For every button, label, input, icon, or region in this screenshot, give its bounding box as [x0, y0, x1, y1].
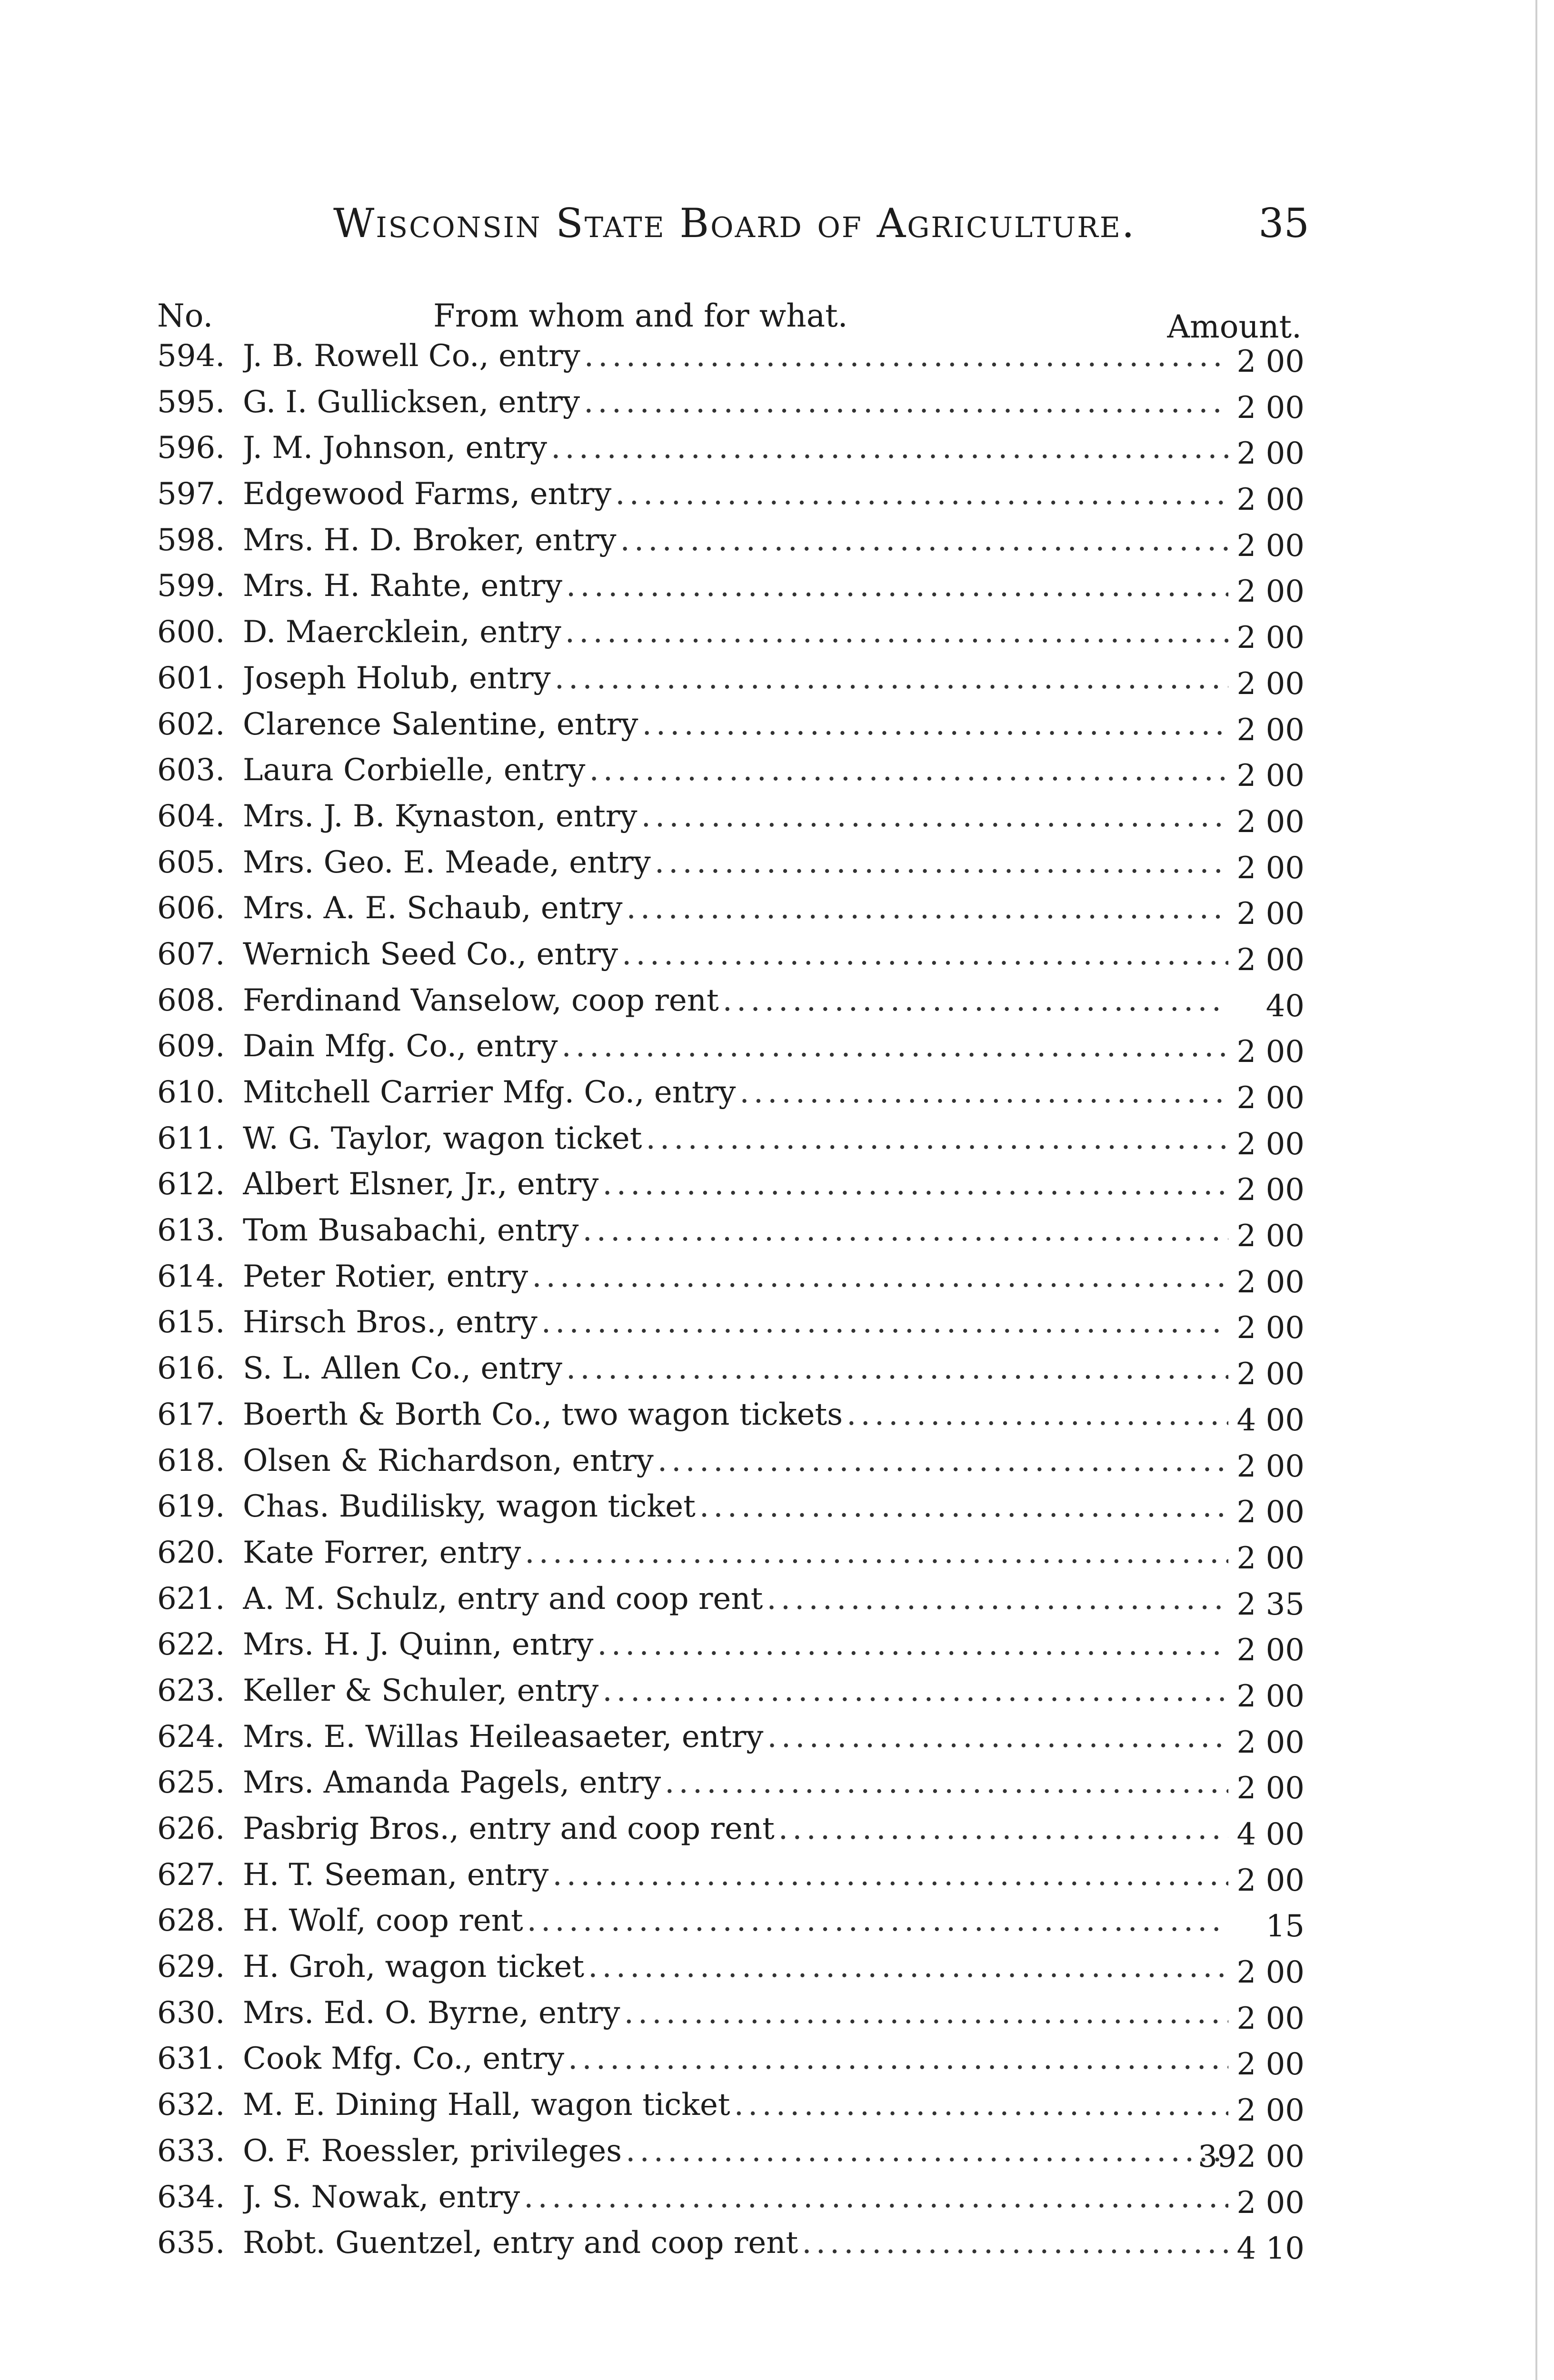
- dot-leader: [646, 1116, 1229, 1162]
- entry-description-cell: [243, 932, 1228, 978]
- entry-description: O. F. Roessler, privileges: [243, 2133, 622, 2169]
- dot-leader: [739, 1070, 1228, 1116]
- entry-description: Edgewood Farms, entry: [243, 476, 612, 512]
- entry-description: Mrs. H. J. Quinn, entry: [243, 1627, 594, 1663]
- entry-amount: 2 00: [1236, 1448, 1305, 1484]
- entry-number: 616.: [157, 1351, 225, 1387]
- dot-leader: [657, 1438, 1228, 1484]
- dot-leader: [642, 702, 1228, 748]
- dot-leader: [561, 1023, 1228, 1070]
- entry-amount: 2 00: [1236, 344, 1305, 379]
- entry-description: H. T. Seeman, entry: [243, 1857, 549, 1893]
- table-row: [138, 1668, 1305, 1714]
- table-row: [138, 1530, 1305, 1576]
- entry-number: 618.: [157, 1443, 225, 1478]
- table-row: [138, 471, 1305, 517]
- entry-description-cell: [243, 2174, 1228, 2221]
- table-row: [138, 1576, 1305, 1622]
- entry-number: 611.: [157, 1121, 225, 1156]
- dot-leader: [624, 1990, 1228, 2036]
- table-row: [138, 1944, 1305, 1990]
- entry-amount: 2 00: [1236, 758, 1305, 794]
- entry-amount: 2 00: [1236, 1633, 1305, 1668]
- table-row: [138, 1208, 1305, 1254]
- dot-leader: [665, 1760, 1228, 1806]
- entry-amount: 2 00: [1236, 1264, 1305, 1300]
- entry-description-cell: [243, 1346, 1228, 1392]
- entry-amount: 2 00: [1236, 942, 1305, 978]
- entry-number: 603.: [157, 753, 225, 788]
- entry-number: 594.: [157, 338, 225, 374]
- entry-amount: 2 00: [1236, 804, 1305, 840]
- entry-description: Keller & Schuler, entry: [243, 1673, 599, 1708]
- entry-description-cell: [243, 471, 1228, 517]
- entry-number: 604.: [157, 798, 225, 834]
- entry-amount: 2 00: [1236, 1219, 1305, 1254]
- dot-leader: [584, 379, 1228, 426]
- entry-number: 601.: [157, 660, 225, 696]
- entry-number: 599.: [157, 568, 225, 604]
- table-row: [138, 1392, 1305, 1438]
- dot-leader: [597, 1622, 1228, 1668]
- entry-description: G. I. Gullicksen, entry: [243, 384, 580, 420]
- entry-description: Mrs. Geo. E. Meade, entry: [243, 844, 651, 880]
- dot-leader: [723, 978, 1228, 1024]
- entry-description: H. Groh, wagon ticket: [243, 1949, 585, 1985]
- dot-leader: [582, 1208, 1228, 1254]
- dot-leader: [641, 793, 1228, 840]
- entry-description-cell: [243, 1254, 1228, 1300]
- entry-number: 615.: [157, 1305, 225, 1340]
- table-row: [138, 1622, 1305, 1668]
- entry-description: Wernich Seed Co., entry: [243, 936, 618, 972]
- entry-description-cell: [243, 702, 1228, 748]
- table-row: [138, 1299, 1305, 1346]
- table-row: [138, 425, 1305, 471]
- entry-description-cell: [243, 655, 1228, 702]
- table-row: [138, 2036, 1305, 2082]
- entry-description-cell: [243, 1760, 1228, 1806]
- dot-leader: [527, 1898, 1228, 1944]
- table-row: [138, 840, 1305, 886]
- dot-leader: [626, 885, 1228, 932]
- column-header-number: No.: [157, 298, 213, 334]
- dot-leader: [602, 1161, 1228, 1208]
- entry-amount: 2 00: [1236, 620, 1305, 656]
- entry-description-cell: [243, 1806, 1228, 1852]
- entry-description-cell: [243, 978, 1228, 1024]
- entry-number: 621.: [157, 1581, 225, 1616]
- entry-number: 627.: [157, 1857, 225, 1893]
- entry-amount: 2 00: [1236, 1172, 1305, 1208]
- entry-number: 629.: [157, 1949, 225, 1985]
- entry-description-cell: [243, 793, 1228, 840]
- entry-description-cell: [243, 747, 1228, 793]
- entry-amount: 2 00: [1236, 2185, 1305, 2221]
- entry-description-cell: [243, 1208, 1228, 1254]
- entry-description: Clarence Salentine, entry: [243, 706, 638, 742]
- dot-leader: [552, 1852, 1228, 1898]
- entry-amount: 2 00: [1236, 482, 1305, 518]
- entry-number: 635.: [157, 2225, 225, 2261]
- entry-description-cell: [243, 2128, 1228, 2174]
- entry-number: 617.: [157, 1397, 225, 1432]
- entry-description-cell: [243, 1990, 1228, 2036]
- entry-description: Robt. Guentzel, entry and coop rent: [243, 2225, 798, 2261]
- entry-description: Pasbrig Bros., entry and coop rent: [243, 1811, 775, 1846]
- entry-amount: 4 10: [1236, 2231, 1305, 2267]
- entry-description: J. B. Rowell Co., entry: [243, 338, 580, 374]
- entry-amount: 2 00: [1236, 1678, 1305, 1714]
- column-header-description: From whom and for what.: [433, 298, 848, 334]
- entry-number: 622.: [157, 1627, 225, 1663]
- entry-description: H. Wolf, coop rent: [243, 1903, 523, 1939]
- dot-leader: [602, 1668, 1228, 1714]
- entry-amount: 2 00: [1236, 436, 1305, 472]
- entry-description: Mitchell Carrier Mfg. Co., entry: [243, 1075, 736, 1110]
- entry-description: Mrs. Amanda Pagels, entry: [243, 1765, 661, 1801]
- entry-amount: 2 00: [1236, 1310, 1305, 1346]
- entry-description-cell: [243, 1023, 1228, 1070]
- entry-amount: 2 00: [1236, 390, 1305, 426]
- entry-description: Boerth & Borth Co., two wagon tickets: [243, 1397, 843, 1432]
- entry-number: 609.: [157, 1029, 225, 1064]
- entry-description-cell: [243, 1392, 1228, 1438]
- table-row: [138, 1161, 1305, 1208]
- entry-description: Mrs. H. D. Broker, entry: [243, 522, 617, 558]
- entry-amount: 2 00: [1236, 850, 1305, 886]
- entry-number: 624.: [157, 1719, 225, 1755]
- dot-leader: [734, 2082, 1228, 2128]
- entry-number: 625.: [157, 1765, 225, 1801]
- entry-amount: 2 00: [1236, 896, 1305, 932]
- entry-description: J. S. Nowak, entry: [243, 2179, 520, 2215]
- entry-number: 600.: [157, 615, 225, 650]
- dot-leader: [566, 563, 1228, 609]
- dot-leader: [568, 2036, 1228, 2082]
- dot-leader: [767, 1714, 1228, 1760]
- entry-description-cell: [243, 1070, 1228, 1116]
- entry-description: W. G. Taylor, wagon ticket: [243, 1121, 642, 1156]
- entry-number: 632.: [157, 2087, 225, 2123]
- entry-amount: 2 00: [1236, 1725, 1305, 1760]
- entry-number: 613.: [157, 1213, 225, 1249]
- entry-number: 605.: [157, 844, 225, 880]
- entry-description-cell: [243, 2220, 1228, 2266]
- entry-number: 633.: [157, 2133, 225, 2169]
- entry-amount: 2 00: [1236, 574, 1305, 610]
- table-row: [138, 1070, 1305, 1116]
- entry-number: 596.: [157, 430, 225, 466]
- entry-number: 634.: [157, 2179, 225, 2215]
- entry-description: Tom Busabachi, entry: [243, 1213, 579, 1249]
- table-row: [138, 793, 1305, 840]
- entry-description-cell: [243, 333, 1228, 379]
- dot-leader: [620, 517, 1229, 564]
- entry-amount: 2 00: [1236, 528, 1305, 564]
- dot-leader: [525, 1530, 1228, 1576]
- entry-description-cell: [243, 1116, 1228, 1162]
- entry-description: Dain Mfg. Co., entry: [243, 1029, 558, 1064]
- entry-number: 610.: [157, 1075, 225, 1110]
- entry-description-cell: [243, 1438, 1228, 1484]
- entry-description: S. L. Allen Co., entry: [243, 1351, 562, 1387]
- entry-description-cell: [243, 1576, 1228, 1622]
- entry-amount: 2 00: [1236, 1126, 1305, 1162]
- entry-description-cell: [243, 1299, 1228, 1346]
- entry-description: A. M. Schulz, entry and coop rent: [243, 1581, 763, 1616]
- entry-amount: 15: [1265, 1909, 1305, 1944]
- dot-leader: [847, 1392, 1228, 1438]
- table-row: [138, 1254, 1305, 1300]
- running-title: Wisconsin State Board of Agriculture.: [333, 200, 1136, 247]
- dot-leader: [615, 471, 1228, 517]
- entry-amount: 2 35: [1236, 1587, 1305, 1622]
- dot-leader: [555, 655, 1228, 702]
- entry-amount: 4 00: [1236, 1817, 1305, 1852]
- entry-amount: 2 00: [1236, 1081, 1305, 1116]
- dot-leader: [524, 2174, 1228, 2221]
- entry-description: Chas. Budilisky, wagon ticket: [243, 1489, 696, 1525]
- entry-description-cell: [243, 1944, 1228, 1990]
- dot-leader: [626, 2128, 1228, 2174]
- entry-amount: 2 00: [1236, 2047, 1305, 2082]
- dot-leader: [584, 333, 1228, 379]
- entry-amount: 392 00: [1198, 2139, 1305, 2174]
- entry-description: Albert Elsner, Jr., entry: [243, 1167, 599, 1202]
- dot-leader: [589, 747, 1228, 793]
- table-row: [138, 1714, 1305, 1760]
- page-edge-line: [1535, 0, 1537, 2380]
- page-number: 35: [1258, 200, 1309, 247]
- entry-description-cell: [243, 2082, 1228, 2128]
- dot-leader: [767, 1576, 1228, 1622]
- entry-amount: 2 00: [1236, 1034, 1305, 1070]
- entry-description: Kate Forrer, entry: [243, 1535, 521, 1570]
- entry-description: D. Maercklein, entry: [243, 615, 561, 650]
- table-row: [138, 978, 1305, 1024]
- entry-number: 606.: [157, 891, 225, 926]
- table-row: [138, 1484, 1305, 1530]
- entry-description: Mrs. E. Willas Heileasaeter, entry: [243, 1719, 764, 1755]
- entry-amount: 2 00: [1236, 1495, 1305, 1530]
- entry-amount: 40: [1265, 988, 1305, 1024]
- entry-description-cell: [243, 609, 1228, 655]
- page-header: [143, 200, 1309, 252]
- table-row: [138, 1346, 1305, 1392]
- entry-description-cell: [243, 425, 1228, 471]
- dot-leader: [541, 1299, 1228, 1346]
- entry-description-cell: [243, 840, 1228, 886]
- entry-amount: 2 00: [1236, 2001, 1305, 2036]
- entry-number: 623.: [157, 1673, 225, 1708]
- entry-number: 607.: [157, 936, 225, 972]
- table-row: [138, 1760, 1305, 1806]
- entry-amount: 2 00: [1236, 1540, 1305, 1576]
- entry-description: J. M. Johnson, entry: [243, 430, 548, 466]
- table-row: [138, 1116, 1305, 1162]
- dot-leader: [566, 1346, 1228, 1392]
- entry-description: Hirsch Bros., entry: [243, 1305, 538, 1340]
- entry-number: 620.: [157, 1535, 225, 1570]
- entry-description-cell: [243, 885, 1228, 932]
- entry-number: 608.: [157, 982, 225, 1018]
- entry-amount: 2 00: [1236, 1863, 1305, 1898]
- entry-number: 631.: [157, 2041, 225, 2077]
- entry-amount: 2 00: [1236, 1771, 1305, 1806]
- table-row: [138, 379, 1305, 426]
- entry-number: 597.: [157, 476, 225, 512]
- entry-description-cell: [243, 517, 1228, 564]
- entry-description-cell: [243, 1852, 1228, 1898]
- entry-description-cell: [243, 1484, 1228, 1530]
- entry-number: 626.: [157, 1811, 225, 1846]
- entry-number: 628.: [157, 1903, 225, 1939]
- table-row: [138, 932, 1305, 978]
- entry-amount: 2 00: [1236, 1955, 1305, 1991]
- entry-description: Olsen & Richardson, entry: [243, 1443, 654, 1478]
- table-row: [138, 1990, 1305, 2036]
- table-row: [138, 517, 1305, 564]
- entry-number: 614.: [157, 1259, 225, 1294]
- entry-amount: 2 00: [1236, 666, 1305, 702]
- column-header-amount: Amount.: [1167, 308, 1302, 345]
- entry-number: 612.: [157, 1167, 225, 1202]
- table-row: [138, 563, 1305, 609]
- entry-amount: 2 00: [1236, 2093, 1305, 2129]
- entry-description-cell: [243, 1898, 1228, 1944]
- entry-description: Peter Rotier, entry: [243, 1259, 528, 1294]
- entry-description: Mrs. H. Rahte, entry: [243, 568, 563, 604]
- table-row: [138, 1898, 1305, 1944]
- table-row: [138, 1852, 1305, 1898]
- table-row: [138, 1023, 1305, 1070]
- entry-amount: 2 00: [1236, 1357, 1305, 1392]
- entry-amount: 4 00: [1236, 1402, 1305, 1438]
- entry-description: Ferdinand Vanselow, coop rent: [243, 982, 719, 1018]
- dot-leader: [655, 840, 1228, 886]
- dot-leader: [551, 425, 1228, 471]
- entry-description-cell: [243, 563, 1228, 609]
- entry-amount: 2 00: [1236, 712, 1305, 748]
- entry-description: Mrs. J. B. Kynaston, entry: [243, 798, 638, 834]
- entry-description-cell: [243, 379, 1228, 426]
- table-row: [138, 2220, 1305, 2266]
- entry-description-cell: [243, 1668, 1228, 1714]
- dot-leader: [532, 1254, 1228, 1300]
- table-row: [138, 2174, 1305, 2221]
- table-row: [138, 2082, 1305, 2128]
- table-row: [138, 885, 1305, 932]
- entry-description: Joseph Holub, entry: [243, 660, 551, 696]
- entry-number: 598.: [157, 522, 225, 558]
- entry-description: Cook Mfg. Co., entry: [243, 2041, 564, 2077]
- table-row: [138, 702, 1305, 748]
- entry-description-cell: [243, 1714, 1228, 1760]
- table-row: [138, 2128, 1305, 2174]
- entry-description: M. E. Dining Hall, wagon ticket: [243, 2087, 730, 2123]
- table-row: [138, 655, 1305, 702]
- entry-description: Laura Corbielle, entry: [243, 753, 586, 788]
- dot-leader: [802, 2220, 1228, 2266]
- table-row: [138, 747, 1305, 793]
- table-row: [138, 1438, 1305, 1484]
- table-row: [138, 333, 1305, 379]
- entry-description-cell: [243, 2036, 1228, 2082]
- entry-description-cell: [243, 1530, 1228, 1576]
- dot-leader: [565, 609, 1228, 655]
- table-row: [138, 1806, 1305, 1852]
- entry-number: 630.: [157, 1995, 225, 2031]
- entry-description-cell: [243, 1161, 1228, 1208]
- entry-description: Mrs. A. E. Schaub, entry: [243, 891, 623, 926]
- receipts-table: [138, 333, 1305, 2266]
- entry-number: 619.: [157, 1489, 225, 1525]
- dot-leader: [622, 932, 1228, 978]
- entry-number: 602.: [157, 706, 225, 742]
- entry-number: 595.: [157, 384, 225, 420]
- dot-leader: [778, 1806, 1228, 1852]
- dot-leader: [699, 1484, 1228, 1530]
- table-row: [138, 609, 1305, 655]
- dot-leader: [588, 1944, 1228, 1990]
- entry-description-cell: [243, 1622, 1228, 1668]
- entry-description: Mrs. Ed. O. Byrne, entry: [243, 1995, 620, 2031]
